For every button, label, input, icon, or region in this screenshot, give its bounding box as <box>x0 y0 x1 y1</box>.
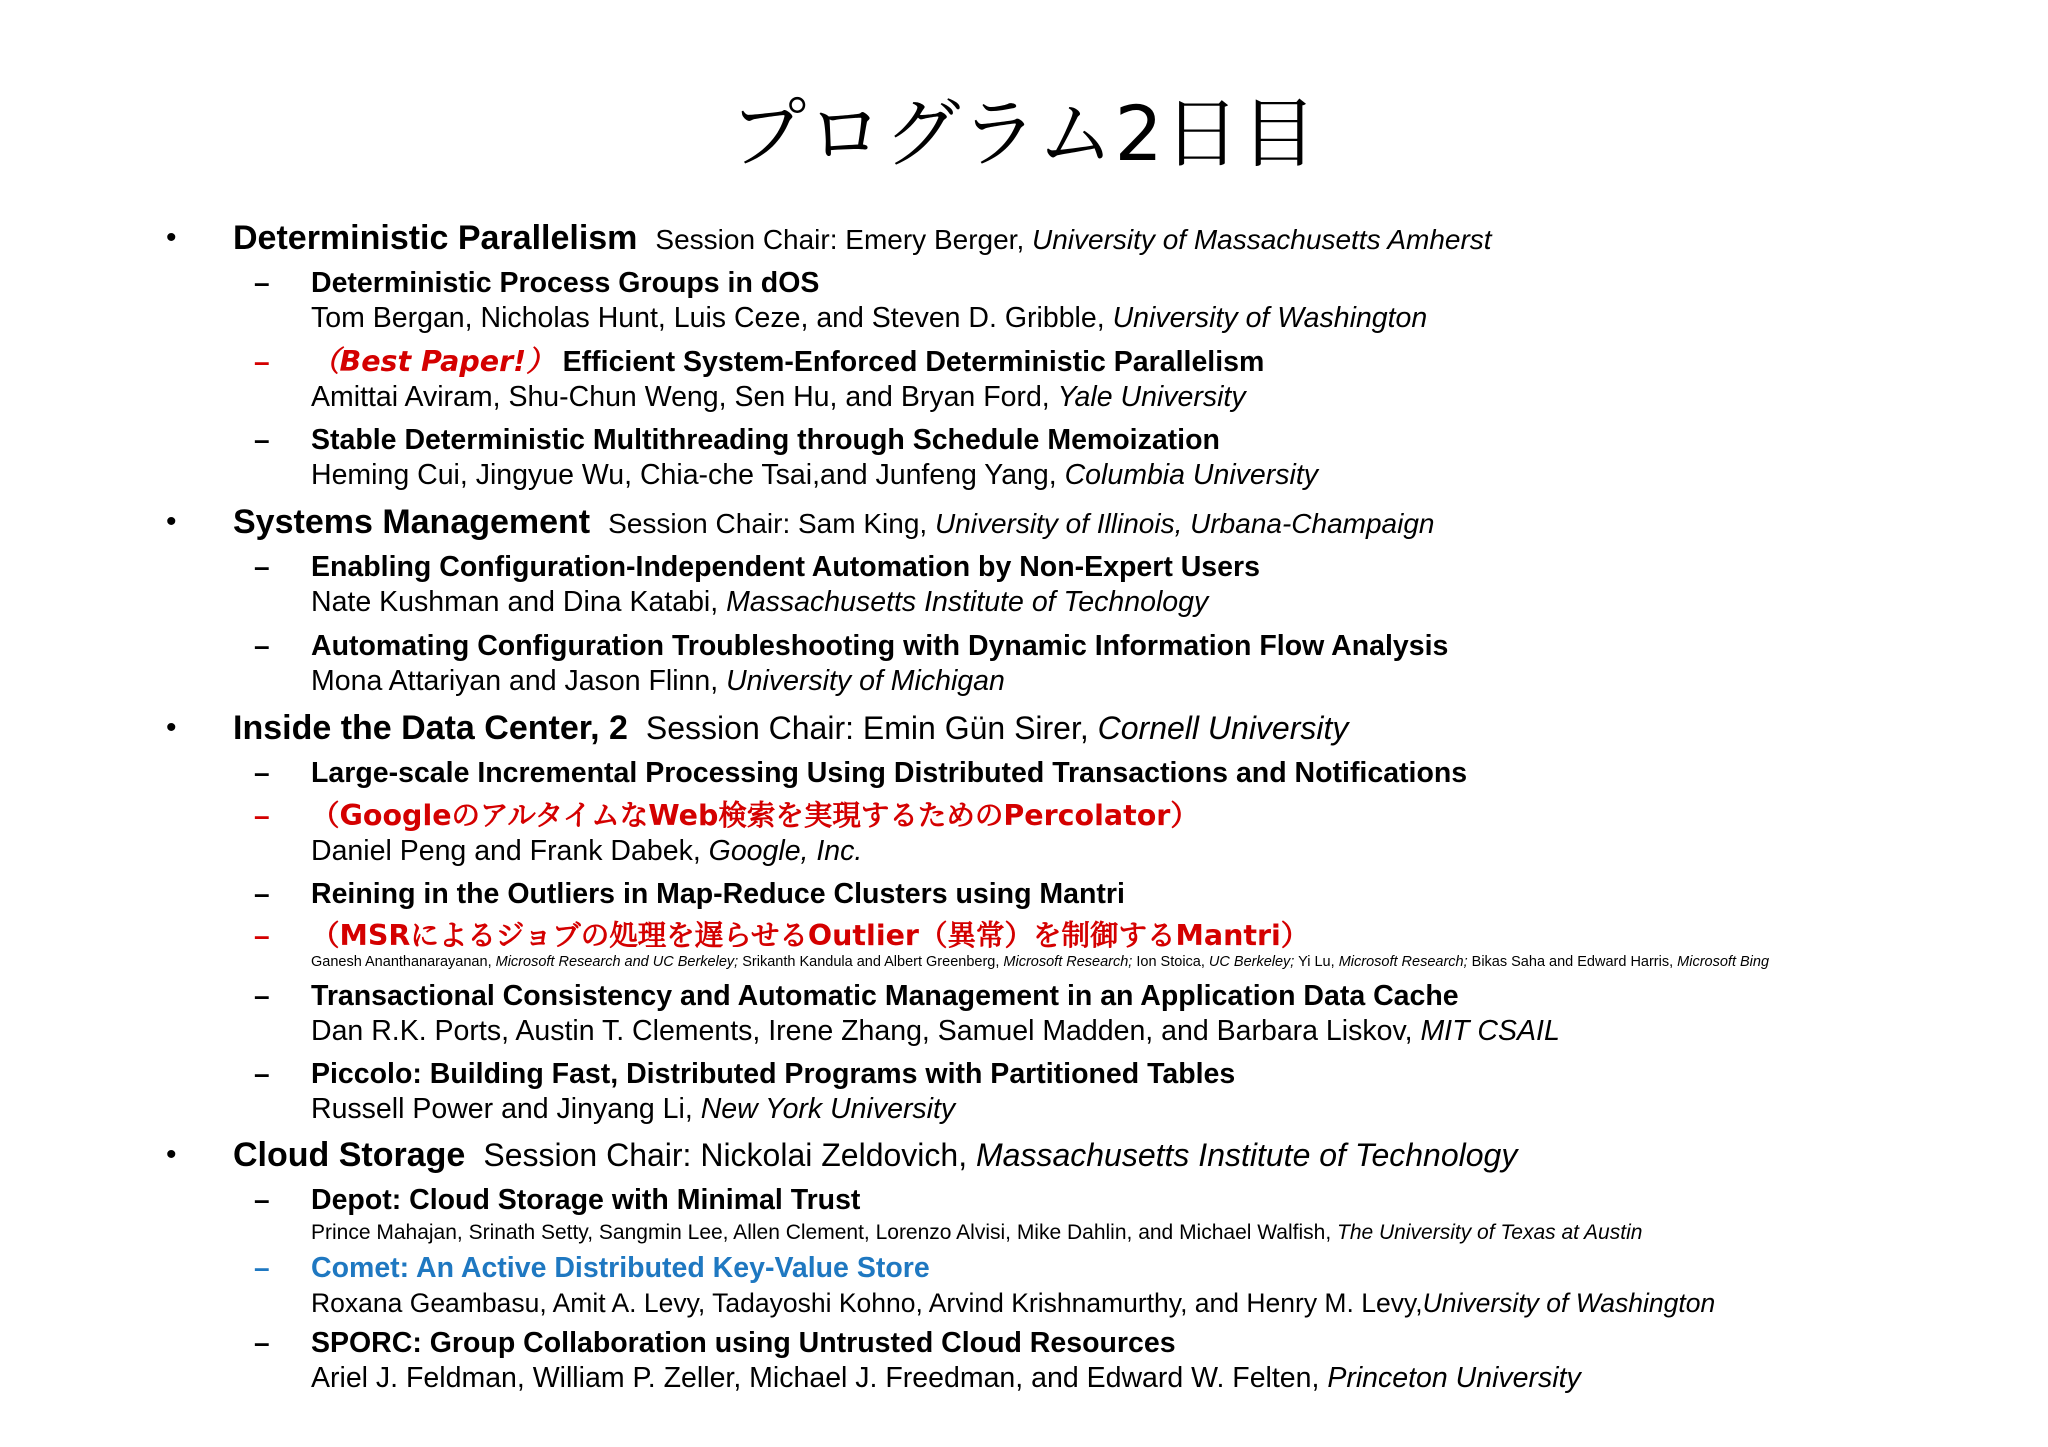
paper-affiliation: New York University <box>700 1093 956 1125</box>
session-header <box>233 706 1348 757</box>
paper-authors: Heming Cui, Jingyue Wu, Chia-che Tsai,and Junfeng Yang, Columbia University <box>311 459 1319 491</box>
dash-marker: – <box>254 630 270 661</box>
paper-affiliation: Columbia University <box>1064 459 1319 491</box>
paper-authors: Amittai Aviram, Shu-Chun Weng, Sen Hu, and Bryan Ford, Yale University <box>311 381 1246 413</box>
session-chair: Session Chair: Emery Berger, University of Massachusetts Amherst <box>655 224 1492 255</box>
dash-marker: – <box>254 1327 270 1358</box>
paper-japanese-note: （GoogleのアルタイムなWeb検索を実現するためのPercolator） <box>311 799 1199 832</box>
paper-title: Large-scale Incremental Processing Using Distributed Transactions and Notifications <box>311 757 1468 789</box>
session-header <box>233 216 1492 267</box>
session-chair-affiliation: University of Illinois, Urbana-Champaign <box>934 508 1435 539</box>
paper-title: Stable Deterministic Multithreading through Schedule Memoization <box>311 424 1220 456</box>
paper-affiliation: Princeton University <box>1327 1362 1581 1394</box>
dash-marker: – <box>254 267 270 298</box>
paper-affiliation: University of Washington <box>1112 302 1428 334</box>
paper-authors: Tom Bergan, Nicholas Hunt, Luis Ceze, and Steven D. Gribble, University of Washington <box>311 302 1428 334</box>
session-header <box>233 1133 1517 1184</box>
paper-affiliation: Massachusetts Institute of Technology <box>726 586 1209 618</box>
paper-japanese-note: （MSRによるジョブの処理を遅らせるOutlier（異常）を制御するMantri） <box>311 919 1310 952</box>
session-name: Cloud Storage <box>233 1136 466 1174</box>
paper-affiliation: University of Michigan <box>726 665 1005 697</box>
session-chair-affiliation: Cornell University <box>1097 710 1349 746</box>
session-name: Inside the Data Center, 2 <box>233 709 628 747</box>
paper-title: Deterministic Process Groups in dOS <box>311 267 820 299</box>
session-name: Systems Management <box>233 503 591 541</box>
paper-authors: Roxana Geambasu, Amit A. Levy, Tadayoshi Kohno, Arvind Krishnamurthy, and Henry M. Levy,University of Washington <box>311 1288 1716 1318</box>
dash-marker: – <box>254 424 270 455</box>
paper-title: Comet: An Active Distributed Key-Value Store <box>311 1252 930 1284</box>
paper-authors: Prince Mahajan, Srinath Setty, Sangmin Lee, Allen Clement, Lorenzo Alvisi, Mike Dahlin, and Michael Walfish, The University of Texas at Austin <box>311 1221 1643 1244</box>
bullet-marker: • <box>166 505 177 538</box>
paper-title: SPORC: Group Collaboration using Untrusted Cloud Resources <box>311 1327 1176 1359</box>
paper-affiliation: Google, Inc. <box>708 835 863 867</box>
paper-authors: Nate Kushman and Dina Katabi, Massachusetts Institute of Technology <box>311 586 1209 618</box>
session-chair: Session Chair: Emin Gün Sirer, Cornell University <box>645 710 1349 746</box>
paper-authors: Mona Attariyan and Jason Flinn, University of Michigan <box>311 665 1005 697</box>
paper-title-row <box>311 345 1264 379</box>
paper-title: Depot: Cloud Storage with Minimal Trust <box>311 1184 861 1216</box>
bullet-marker: • <box>166 1138 177 1171</box>
paper-title: Enabling Configuration-Independent Automation by Non-Expert Users <box>311 551 1260 583</box>
dash-marker: – <box>254 878 270 909</box>
session-name: Deterministic Parallelism <box>233 219 638 257</box>
paper-affiliation: MIT CSAIL <box>1420 1015 1560 1047</box>
paper-authors: Russell Power and Jinyang Li, New York University <box>311 1093 956 1125</box>
session-header <box>233 500 1435 551</box>
dash-marker: – <box>254 1252 270 1283</box>
paper-title: Efficient System-Enforced Deterministic Parallelism <box>562 346 1265 378</box>
bullet-marker: • <box>166 711 177 744</box>
bullet-marker: • <box>166 221 177 254</box>
session-inside-data-center <box>0 706 2048 750</box>
dash-marker: – <box>254 980 270 1011</box>
page-title: プログラム2日目 <box>730 89 1318 178</box>
session-chair-affiliation: Massachusetts Institute of Technology <box>975 1137 1518 1173</box>
dash-marker: – <box>254 757 270 788</box>
session-deterministic-parallelism <box>0 216 2048 260</box>
session-chair: Session Chair: Nickolai Zeldovich, Massachusetts Institute of Technology <box>483 1137 1518 1173</box>
dash-marker: – <box>254 920 270 951</box>
paper-title: Reining in the Outliers in Map-Reduce Clusters using Mantri <box>311 878 1125 910</box>
paper-authors: Daniel Peng and Frank Dabek, Google, Inc. <box>311 835 863 867</box>
paper-title: Piccolo: Building Fast, Distributed Programs with Partitioned Tables <box>311 1058 1236 1090</box>
dash-marker: – <box>254 346 270 377</box>
dash-marker: – <box>254 800 270 831</box>
dash-marker: – <box>254 551 270 582</box>
session-systems-management <box>0 500 2048 544</box>
best-paper-badge: （Best Paper!） <box>311 345 555 378</box>
session-chair: Session Chair: Sam King, University of Illinois, Urbana-Champaign <box>608 508 1435 539</box>
paper-affiliation: Yale University <box>1057 381 1246 413</box>
paper-authors: Ganesh Ananthanarayanan, Microsoft Research and UC Berkeley; Srikanth Kandula and Albert Greenberg, Microsoft Research; Ion Stoica, UC Berkeley; Yi Lu, Microsoft Research; Bikas Saha and Edward Harris, Microsoft Bing <box>311 954 1770 970</box>
dash-marker: – <box>254 1184 270 1215</box>
session-chair-affiliation: University of Massachusetts Amherst <box>1032 224 1492 255</box>
paper-title: Transactional Consistency and Automatic Management in an Application Data Cache <box>311 980 1459 1012</box>
paper-authors: Ariel J. Feldman, William P. Zeller, Michael J. Freedman, and Edward W. Felten, Princeton University <box>311 1362 1581 1394</box>
session-cloud-storage <box>0 1133 2048 1177</box>
paper-affiliation: The University of Texas at Austin <box>1337 1221 1643 1244</box>
dash-marker: – <box>254 1058 270 1089</box>
paper-title: Automating Configuration Troubleshooting with Dynamic Information Flow Analysis <box>311 630 1449 662</box>
paper-affiliation: University of Washington <box>1422 1288 1716 1318</box>
paper-authors: Dan R.K. Ports, Austin T. Clements, Irene Zhang, Samuel Madden, and Barbara Liskov, MIT CSAIL <box>311 1015 1560 1047</box>
